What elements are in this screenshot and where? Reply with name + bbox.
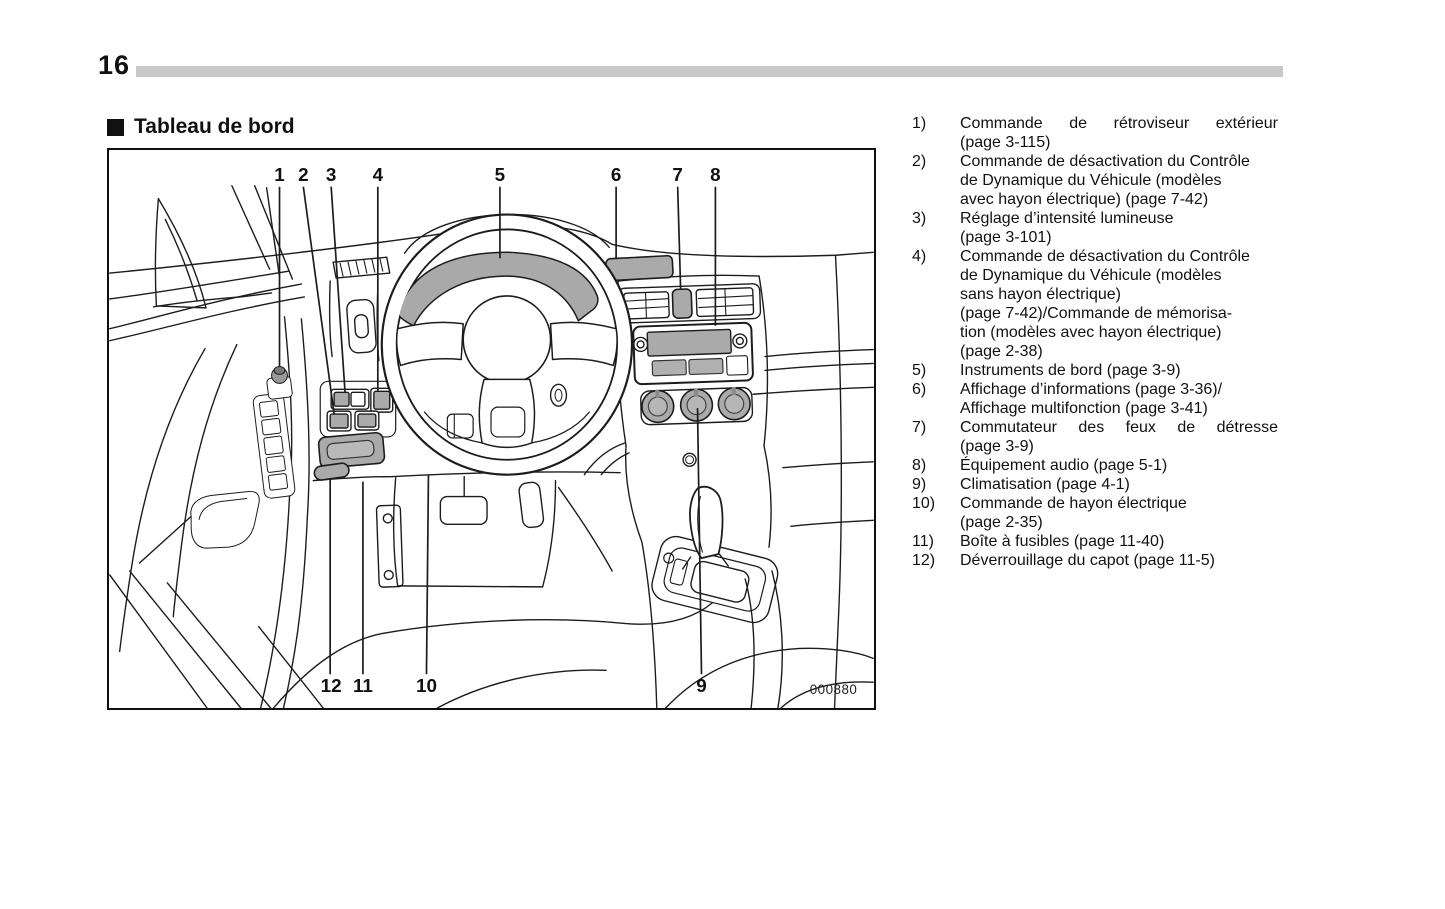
callout-5: 5	[494, 163, 506, 185]
legend-item-line: de Dynamique du Véhicule (modèles	[960, 267, 1222, 284]
window-switch-panel	[252, 393, 295, 499]
legend-item-line: Instruments de bord (page 3-9)	[960, 362, 1181, 379]
legend-item-line: (page 3-101)	[960, 229, 1052, 246]
legend-item	[912, 209, 1284, 247]
legend-item-line: (page 2-38)	[960, 343, 1043, 360]
legend-item-line: Boîte à fusibles (page 11-40)	[960, 533, 1165, 550]
legend-item-line: sans hayon électrique)	[960, 286, 1121, 303]
section-title: Tableau de bord	[134, 115, 295, 138]
steering-wheel	[382, 215, 632, 475]
power-outlet	[683, 453, 696, 466]
climate-knob	[641, 389, 674, 423]
callout-1: 1	[274, 163, 285, 185]
legend-item-number: 12)	[912, 552, 936, 569]
legend-item-number: 10)	[912, 495, 936, 512]
callout-4: 4	[372, 163, 384, 185]
accelerator-pedal	[518, 481, 544, 528]
legend-item-line: Commande de désactivation du Contrôle	[960, 248, 1250, 265]
callout-2: 2	[298, 163, 309, 185]
legend-item-line: (page 2-35)	[960, 514, 1043, 531]
legend-item-line: Commande de rétroviseur extérieur	[960, 115, 1278, 132]
legend-item	[912, 247, 1284, 361]
legend-item	[912, 475, 1284, 494]
door-pull-handle	[191, 491, 259, 548]
legend-item-line: Réglage d’intensité lumineuse	[960, 210, 1174, 227]
legend-item	[912, 551, 1284, 570]
legend-item-number: 5)	[912, 362, 927, 379]
climate-knob	[680, 388, 713, 422]
legend-item-line: Affichage multifonction (page 3-41)	[960, 400, 1208, 417]
callout-6: 6	[610, 163, 622, 185]
info-display	[606, 255, 674, 280]
page-number: 16	[98, 50, 131, 80]
climate-knob	[718, 386, 751, 420]
illumination-control-switch	[334, 392, 349, 406]
legend-item-line: Affichage d’informations (page 3-36)/	[960, 381, 1223, 398]
legend-item	[912, 456, 1284, 475]
legend-item-number: 6)	[912, 381, 927, 398]
tailgate-switch-tray	[318, 432, 385, 468]
legend-item-number: 9)	[912, 476, 927, 493]
dashboard-diagram	[109, 150, 874, 708]
legend-item-line: Déverrouillage du capot (page 11-5)	[960, 552, 1215, 569]
legend-item-number: 1)	[912, 115, 927, 132]
callout-11: 11	[352, 675, 373, 697]
center-vents	[618, 284, 761, 324]
audio-unit	[633, 323, 753, 385]
legend-item	[912, 114, 1284, 152]
legend-item-number: 11)	[912, 533, 934, 550]
page-rule	[136, 66, 1283, 77]
gear-shifter	[683, 487, 729, 569]
legend-item-line: Commande de désactivation du Contrôle	[960, 153, 1250, 170]
wheel-spoke-right	[551, 322, 618, 365]
callout-8: 8	[710, 163, 721, 185]
callout-12: 12	[320, 675, 342, 697]
legend-item	[912, 152, 1284, 209]
legend-item-line: Équipement audio (page 5-1)	[960, 457, 1168, 474]
legend-item-line: Commande de hayon électrique	[960, 495, 1187, 512]
legend-item	[912, 418, 1284, 456]
defroster-grille	[333, 257, 390, 278]
dashboard-figure	[107, 148, 876, 710]
callout-10: 10	[415, 675, 437, 697]
horn-pad	[463, 296, 550, 383]
legend-item-number: 8)	[912, 457, 927, 474]
callout-3: 3	[325, 163, 337, 185]
fuse-box-plate	[376, 505, 403, 587]
legend-item	[912, 380, 1284, 418]
legend-item-number: 3)	[912, 210, 927, 227]
legend-item-line: de Dynamique du Véhicule (modèles	[960, 172, 1222, 189]
legend-item-line: (page 3-9)	[960, 438, 1034, 455]
hazard-switch	[672, 289, 692, 318]
legend-item-line: avec hayon électrique) (page 7-42)	[960, 191, 1209, 208]
dash-seam	[330, 281, 333, 356]
legend-item	[912, 494, 1284, 532]
callout-9: 9	[696, 675, 707, 697]
legend-item-number: 7)	[912, 419, 927, 436]
legend-list	[912, 114, 1284, 570]
side-vent	[346, 299, 376, 353]
callout-7: 7	[672, 163, 683, 185]
legend-item-line: (page 3-115)	[960, 134, 1051, 151]
vdc-off-switch	[330, 414, 348, 428]
section-heading	[107, 115, 295, 139]
legend-item-line: (page 7-42)/Commande de mémorisa-	[960, 305, 1233, 322]
figure-code: 000880	[809, 682, 858, 698]
legend-item-line: Commutateur des feux de détresse	[960, 419, 1278, 436]
legend-item-line: Climatisation (page 4-1)	[960, 476, 1130, 493]
legend-item	[912, 361, 1284, 380]
vdc-off-memory-switch	[374, 391, 390, 409]
legend-item-number: 2)	[912, 153, 927, 170]
legend-item-line: tion (modèles avec hayon électrique)	[960, 324, 1222, 341]
legend-item-number: 4)	[912, 248, 927, 265]
wheel-spoke-left	[397, 322, 464, 365]
climate-controls	[640, 386, 752, 425]
brake-pedal	[440, 477, 487, 525]
legend-item	[912, 532, 1284, 551]
square-bullet-icon	[107, 119, 124, 136]
